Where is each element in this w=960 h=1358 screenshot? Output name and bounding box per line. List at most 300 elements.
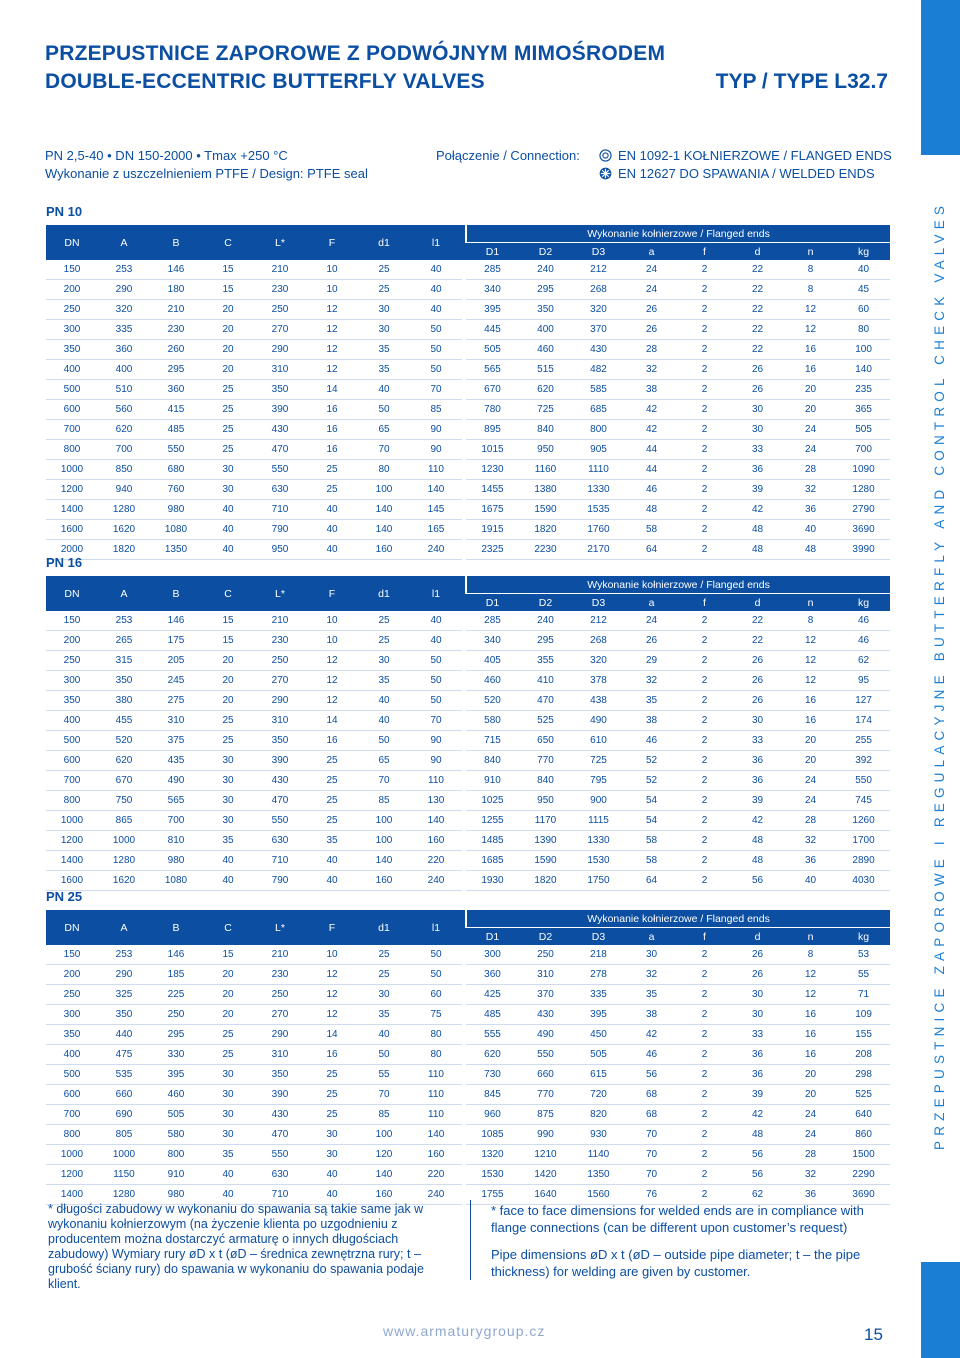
table-cell: 42 [625, 1025, 678, 1045]
table-cell: 30 [731, 420, 784, 440]
table-cell: 2 [678, 711, 731, 731]
table-cell: 500 [46, 1065, 98, 1085]
table-cell: 300 [46, 671, 98, 691]
table-cell: 42 [731, 811, 784, 831]
table-cell: 1700 [837, 831, 890, 851]
table-row [46, 651, 890, 671]
table-cell: 50 [410, 651, 462, 671]
table-cell: 270 [254, 671, 306, 691]
table-cell: 3690 [837, 520, 890, 540]
column-header: a [625, 928, 678, 946]
table-cell: 1530 [572, 851, 625, 871]
table-cell: 50 [358, 731, 410, 751]
table-cell: 25 [306, 811, 358, 831]
table-cell: 146 [150, 611, 202, 631]
table-cell: 270 [254, 1005, 306, 1025]
table-cell: 90 [410, 420, 462, 440]
table-row [46, 945, 890, 965]
column-header: D2 [519, 928, 572, 946]
table-row [46, 1025, 890, 1045]
table-cell: 10 [306, 945, 358, 965]
table-cell: 1560 [572, 1185, 625, 1205]
table-cell: 378 [572, 671, 625, 691]
table-cell: 430 [254, 771, 306, 791]
table-cell: 350 [519, 300, 572, 320]
table-cell: 2 [678, 320, 731, 340]
table-cell: 1500 [837, 1145, 890, 1165]
table-cell: 174 [837, 711, 890, 731]
table-cell: 10 [306, 280, 358, 300]
table-row [46, 540, 890, 560]
table-cell: 39 [731, 1085, 784, 1105]
table-cell: 30 [358, 320, 410, 340]
table-cell: 800 [46, 1125, 98, 1145]
table-cell: 365 [837, 400, 890, 420]
table-cell: 460 [466, 671, 519, 691]
table-cell: 12 [306, 300, 358, 320]
table-cell: 630 [254, 480, 306, 500]
table-cell: 410 [519, 671, 572, 691]
table-cell: 95 [837, 671, 890, 691]
table-cell: 140 [410, 811, 462, 831]
table-cell: 220 [410, 1165, 462, 1185]
table-cell: 1000 [46, 1145, 98, 1165]
table-cell: 910 [150, 1165, 202, 1185]
table-cell: 1280 [98, 500, 150, 520]
table-cell: 715 [466, 731, 519, 751]
table-cell: 50 [358, 1045, 410, 1065]
table-cell: 585 [572, 380, 625, 400]
table-cell: 310 [519, 965, 572, 985]
table-cell: 56 [731, 1165, 784, 1185]
table-cell: 20 [784, 751, 837, 771]
table-cell: 445 [466, 320, 519, 340]
table-cell: 550 [254, 1145, 306, 1165]
table-cell: 265 [98, 631, 150, 651]
pn25-table [46, 910, 890, 1205]
table-cell: 505 [150, 1105, 202, 1125]
column-header: D1 [466, 243, 519, 261]
table-cell: 58 [625, 831, 678, 851]
table-cell: 100 [358, 811, 410, 831]
table-cell: 40 [410, 260, 462, 280]
note-english-2: Pipe dimensions øD x t (øD – outside pipe diameter; t – the pipe thickness) for welding are given by customer. [491, 1247, 861, 1279]
table-cell: 475 [98, 1045, 150, 1065]
title-pl: PRZEPUSTNICE ZAPOROWE Z PODWÓJNYM MIMOŚRODEM [45, 42, 666, 65]
table-cell: 2 [678, 1165, 731, 1185]
table-cell: 12 [306, 671, 358, 691]
column-header: C [202, 225, 254, 260]
table-cell: 1320 [466, 1145, 519, 1165]
table-cell: 940 [98, 480, 150, 500]
table-cell: 35 [358, 671, 410, 691]
table-cell: 160 [358, 1185, 410, 1205]
table-cell: 350 [46, 340, 98, 360]
table-cell: 26 [625, 300, 678, 320]
table-cell: 375 [150, 731, 202, 751]
column-header: F [306, 225, 358, 260]
table-cell: 510 [98, 380, 150, 400]
table-cell: 760 [150, 480, 202, 500]
table-cell: 25 [306, 771, 358, 791]
table-cell: 2 [678, 965, 731, 985]
table-cell: 230 [254, 965, 306, 985]
table-cell: 650 [519, 731, 572, 751]
table-cell: 255 [837, 731, 890, 751]
table-cell: 150 [46, 611, 98, 631]
table-cell: 62 [731, 1185, 784, 1205]
table-cell: 40 [202, 871, 254, 891]
table-cell: 2 [678, 480, 731, 500]
connection-welded-text: EN 12627 DO SPAWANIA / WELDED ENDS [618, 166, 875, 181]
table-cell: 50 [410, 320, 462, 340]
column-header: B [150, 225, 202, 260]
table-cell: 460 [519, 340, 572, 360]
table-cell: 565 [150, 791, 202, 811]
table-cell: 20 [202, 360, 254, 380]
table-cell: 36 [731, 751, 784, 771]
table-cell: 25 [202, 731, 254, 751]
table-cell: 290 [254, 1025, 306, 1045]
table-row [46, 280, 890, 300]
table-cell: 390 [254, 400, 306, 420]
table-cell: 40 [306, 540, 358, 560]
pn16-table [46, 576, 890, 891]
table-cell: 140 [358, 1165, 410, 1185]
table-cell: 268 [572, 280, 625, 300]
table-cell: 550 [254, 460, 306, 480]
table-cell: 35 [358, 1005, 410, 1025]
pn10-table [46, 225, 890, 560]
table-cell: 15 [202, 611, 254, 631]
table-cell: 25 [202, 380, 254, 400]
table-cell: 550 [837, 771, 890, 791]
table-cell: 35 [358, 360, 410, 380]
table-cell: 245 [150, 671, 202, 691]
table-row [46, 1145, 890, 1165]
table-row [46, 611, 890, 631]
table-cell: 1820 [519, 520, 572, 540]
table-cell: 535 [98, 1065, 150, 1085]
table-cell: 2 [678, 651, 731, 671]
table-cell: 205 [150, 651, 202, 671]
table-cell: 750 [98, 791, 150, 811]
table-cell: 60 [410, 985, 462, 1005]
table-cell: 455 [98, 711, 150, 731]
table-cell: 100 [358, 1125, 410, 1145]
table-cell: 22 [731, 260, 784, 280]
table-cell: 1600 [46, 520, 98, 540]
table-cell: 145 [410, 500, 462, 520]
table-cell: 36 [731, 460, 784, 480]
table-cell: 800 [150, 1145, 202, 1165]
table-cell: 26 [731, 651, 784, 671]
table-row [46, 851, 890, 871]
table-cell: 2 [678, 771, 731, 791]
table-cell: 36 [731, 771, 784, 791]
table-cell: 22 [731, 611, 784, 631]
table-cell: 12 [306, 320, 358, 340]
table-cell: 20 [784, 1085, 837, 1105]
table-cell: 26 [731, 380, 784, 400]
table-row [46, 1105, 890, 1125]
table-cell: 26 [731, 945, 784, 965]
table-cell: 110 [410, 460, 462, 480]
table-cell: 275 [150, 691, 202, 711]
table-cell: 2 [678, 1065, 731, 1085]
table-cell: 600 [46, 751, 98, 771]
table-cell: 40 [202, 1185, 254, 1205]
table-cell: 1535 [572, 500, 625, 520]
table-cell: 30 [202, 1105, 254, 1125]
table-cell: 35 [306, 831, 358, 851]
table-cell: 12 [784, 651, 837, 671]
column-header: A [98, 225, 150, 260]
table-cell: 470 [254, 1125, 306, 1145]
table-cell: 56 [731, 871, 784, 891]
table-cell: 46 [625, 731, 678, 751]
table-cell: 70 [358, 440, 410, 460]
table-cell: 210 [254, 260, 306, 280]
column-header: D1 [466, 594, 519, 612]
table-cell: 425 [466, 985, 519, 1005]
table-cell: 50 [358, 400, 410, 420]
table-cell: 1200 [46, 480, 98, 500]
table-cell: 1080 [150, 871, 202, 891]
table-cell: 20 [784, 731, 837, 751]
table-cell: 40 [358, 1025, 410, 1045]
table-cell: 26 [731, 671, 784, 691]
table-cell: 960 [466, 1105, 519, 1125]
table-cell: 46 [837, 631, 890, 651]
website-link[interactable]: www.armaturygroup.cz [383, 1323, 546, 1339]
table-cell: 10 [306, 260, 358, 280]
table-cell: 895 [466, 420, 519, 440]
table-cell: 14 [306, 380, 358, 400]
table-cell: 1380 [519, 480, 572, 500]
table-cell: 1530 [466, 1165, 519, 1185]
table-cell: 160 [410, 831, 462, 851]
table-cell: 680 [150, 460, 202, 480]
table-cell: 980 [150, 500, 202, 520]
table-row [46, 480, 890, 500]
table-cell: 295 [519, 631, 572, 651]
table-cell: 64 [625, 540, 678, 560]
table-cell: 1760 [572, 520, 625, 540]
table-cell: 46 [625, 1045, 678, 1065]
table-cell: 505 [837, 420, 890, 440]
table-cell: 90 [410, 440, 462, 460]
table-cell: 50 [410, 360, 462, 380]
table-cell: 20 [202, 985, 254, 1005]
table-cell: 470 [519, 691, 572, 711]
table-cell: 350 [46, 691, 98, 711]
connection-flanged [599, 148, 892, 163]
table-cell: 725 [519, 400, 572, 420]
table-cell: 395 [466, 300, 519, 320]
table-cell: 200 [46, 280, 98, 300]
table-cell: 2 [678, 360, 731, 380]
table-cell: 210 [150, 300, 202, 320]
table-cell: 610 [572, 731, 625, 751]
table-cell: 550 [519, 1045, 572, 1065]
table-row [46, 711, 890, 731]
table-cell: 62 [837, 651, 890, 671]
table-cell: 300 [466, 945, 519, 965]
table-cell: 208 [837, 1045, 890, 1065]
table-cell: 165 [410, 520, 462, 540]
column-header: D3 [572, 928, 625, 946]
table-cell: 50 [410, 945, 462, 965]
table-cell: 1485 [466, 831, 519, 851]
table-cell: 450 [572, 1025, 625, 1045]
table-cell: 1150 [98, 1165, 150, 1185]
table-cell: 865 [98, 811, 150, 831]
table-cell: 36 [784, 851, 837, 871]
table-cell: 25 [306, 1085, 358, 1105]
table-cell: 12 [784, 320, 837, 340]
table-cell: 60 [837, 300, 890, 320]
table-cell: 26 [731, 360, 784, 380]
notes-divider [470, 1200, 471, 1280]
table-cell: 54 [625, 791, 678, 811]
table-row [46, 771, 890, 791]
table-cell: 20 [784, 400, 837, 420]
table-cell: 710 [254, 500, 306, 520]
table-cell: 50 [410, 691, 462, 711]
table-cell: 505 [466, 340, 519, 360]
table-cell: 20 [202, 320, 254, 340]
table-cell: 50 [410, 340, 462, 360]
table-cell: 16 [306, 420, 358, 440]
table-cell: 1330 [572, 480, 625, 500]
table-row [46, 731, 890, 751]
table-cell: 550 [254, 811, 306, 831]
table-cell: 250 [519, 945, 572, 965]
table-cell: 40 [202, 540, 254, 560]
table-cell: 160 [358, 871, 410, 891]
title-en: DOUBLE-ECCENTRIC BUTTERFLY VALVES [45, 70, 485, 93]
table-cell: 225 [150, 985, 202, 1005]
table-cell: 840 [519, 771, 572, 791]
table-cell: 515 [519, 360, 572, 380]
table-cell: 36 [784, 1185, 837, 1205]
column-header: A [98, 910, 150, 945]
table-cell: 25 [202, 1025, 254, 1045]
table-cell: 2 [678, 380, 731, 400]
table-cell: 127 [837, 691, 890, 711]
table-cell: 355 [519, 651, 572, 671]
table-cell: 40 [358, 711, 410, 731]
table-cell: 1820 [98, 540, 150, 560]
table-cell: 140 [358, 851, 410, 871]
table-cell: 40 [358, 380, 410, 400]
table-cell: 15 [202, 631, 254, 651]
table-cell: 140 [410, 1125, 462, 1145]
table-cell: 1090 [837, 460, 890, 480]
table-cell: 2 [678, 520, 731, 540]
table-cell: 76 [625, 1185, 678, 1205]
table-cell: 905 [572, 440, 625, 460]
table-cell: 12 [784, 671, 837, 691]
table-cell: 40 [202, 851, 254, 871]
table-cell: 400 [46, 360, 98, 380]
table-cell: 350 [254, 1065, 306, 1085]
table-cell: 395 [572, 1005, 625, 1025]
table-cell: 240 [519, 260, 572, 280]
table-cell: 2 [678, 300, 731, 320]
table-cell: 85 [410, 400, 462, 420]
table-cell: 20 [784, 1065, 837, 1085]
table-cell: 80 [837, 320, 890, 340]
table-row [46, 500, 890, 520]
table-cell: 3990 [837, 540, 890, 560]
table-cell: 790 [254, 871, 306, 891]
column-header: L* [254, 225, 306, 260]
table-cell: 900 [572, 791, 625, 811]
table-cell: 1170 [519, 811, 572, 831]
table-cell: 20 [202, 300, 254, 320]
table-cell: 800 [572, 420, 625, 440]
table-cell: 30 [202, 460, 254, 480]
table-cell: 12 [784, 631, 837, 651]
table-cell: 620 [519, 380, 572, 400]
table-cell: 24 [784, 791, 837, 811]
table-cell: 320 [98, 300, 150, 320]
table-cell: 1620 [98, 520, 150, 540]
table-cell: 2 [678, 1005, 731, 1025]
table-cell: 315 [98, 651, 150, 671]
table-cell: 525 [519, 711, 572, 731]
table-cell: 335 [572, 985, 625, 1005]
table-cell: 270 [254, 320, 306, 340]
table-cell: 2 [678, 500, 731, 520]
table-cell: 39 [731, 791, 784, 811]
table-cell: 700 [837, 440, 890, 460]
table-cell: 53 [837, 945, 890, 965]
table-cell: 340 [466, 280, 519, 300]
table-cell: 8 [784, 945, 837, 965]
table-cell: 16 [306, 731, 358, 751]
table-cell: 30 [358, 985, 410, 1005]
table-cell: 75 [410, 1005, 462, 1025]
table-cell: 12 [784, 985, 837, 1005]
table-cell: 24 [625, 280, 678, 300]
table-cell: 48 [731, 851, 784, 871]
table-cell: 24 [784, 1105, 837, 1125]
table-cell: 1590 [519, 851, 572, 871]
table-cell: 640 [837, 1105, 890, 1125]
table-cell: 930 [572, 1125, 625, 1145]
table-cell: 700 [46, 771, 98, 791]
table-cell: 35 [202, 831, 254, 851]
table-cell: 1930 [466, 871, 519, 891]
table-cell: 600 [46, 400, 98, 420]
table-cell: 438 [572, 691, 625, 711]
table-cell: 80 [358, 460, 410, 480]
table-cell: 278 [572, 965, 625, 985]
table-cell: 32 [625, 671, 678, 691]
column-header: A [98, 576, 150, 611]
table-cell: 250 [46, 651, 98, 671]
column-header: kg [837, 594, 890, 612]
table-cell: 210 [254, 945, 306, 965]
connection-flanged-text: EN 1092-1 KOŁNIERZOWE / FLANGED ENDS [618, 148, 892, 163]
table-cell: 1230 [466, 460, 519, 480]
table-cell: 20 [202, 671, 254, 691]
table-cell: 24 [784, 440, 837, 460]
table-row [46, 691, 890, 711]
